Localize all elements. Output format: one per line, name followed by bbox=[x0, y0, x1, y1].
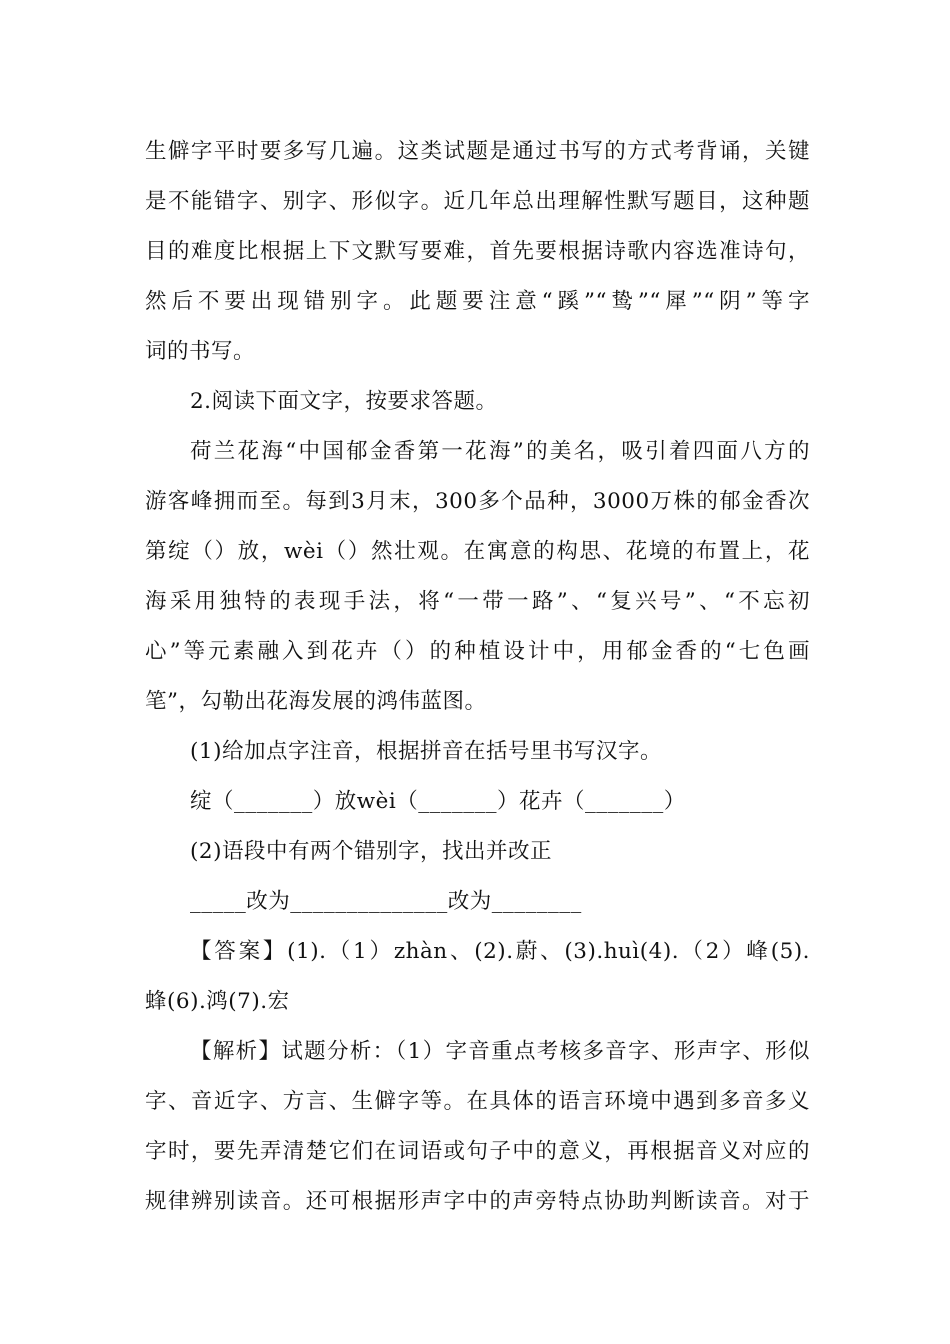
text-line: 游客峰拥而至。每到3月末，300多个品种，3000万株的郁金香次 bbox=[145, 489, 810, 514]
text-line: 生僻字平时要多写几遍。这类试题是通过书写的方式考背诵，关键 bbox=[145, 139, 810, 164]
answer-blanks-2: _____改为______________改为________ bbox=[190, 889, 582, 914]
text-line: 第绽（）放，wèi（）然壮观。在寓意的构思、花境的布置上，花 bbox=[145, 539, 810, 564]
analysis-line: 字时，要先弄清楚它们在词语或句子中的意义，再根据音义对应的 bbox=[145, 1139, 810, 1164]
answer-line: 【答案】(1).（1）zhàn、(2).蔚、(3).huì(4).（2）峰(5). bbox=[190, 939, 810, 964]
text-line: 荷兰花海“中国郁金香第一花海”的美名，吸引着四面八方的 bbox=[190, 439, 810, 464]
text-line: 然后不要出现错别字。此题要注意“蹊”“鸷”“犀”“阴”等字 bbox=[145, 289, 810, 314]
analysis-line: 规律辨别读音。还可根据形声字中的声旁特点协助判断读音。对于 bbox=[145, 1189, 810, 1214]
text-line: 目的难度比根据上下文默写要难，首先要根据诗歌内容选准诗句， bbox=[145, 239, 810, 264]
analysis-line: 字、音近字、方言、生僻字等。在具体的语言环境中遇到多音多义 bbox=[145, 1089, 810, 1114]
question-heading: 2.阅读下面文字，按要求答题。 bbox=[190, 389, 498, 414]
text-line: 词的书写。 bbox=[145, 339, 256, 364]
text-line: 心”等元素融入到花卉（）的种植设计中，用郁金香的“七色画 bbox=[145, 639, 810, 664]
text-line: 海采用独特的表现手法，将“一带一路”、“复兴号”、“不忘初 bbox=[145, 589, 810, 614]
analysis-line: 【解析】试题分析：（1）字音重点考核多音字、形声字、形似 bbox=[190, 1039, 810, 1064]
text-line: 笔”，勾勒出花海发展的鸿伟蓝图。 bbox=[145, 689, 487, 714]
answer-blanks-1: 绽（_______）放wèi（_______）花卉（_______） bbox=[190, 789, 686, 814]
answer-line: 蜂(6).鸿(7).宏 bbox=[145, 989, 290, 1014]
sub-question-2: (2)语段中有两个错别字，找出并改正 bbox=[190, 839, 552, 864]
text-line: 是不能错字、别字、形似字。近几年总出理解性默写题目，这种题 bbox=[145, 189, 810, 214]
sub-question-1: (1)给加点字注音，根据拼音在括号里书写汉字。 bbox=[190, 739, 662, 764]
